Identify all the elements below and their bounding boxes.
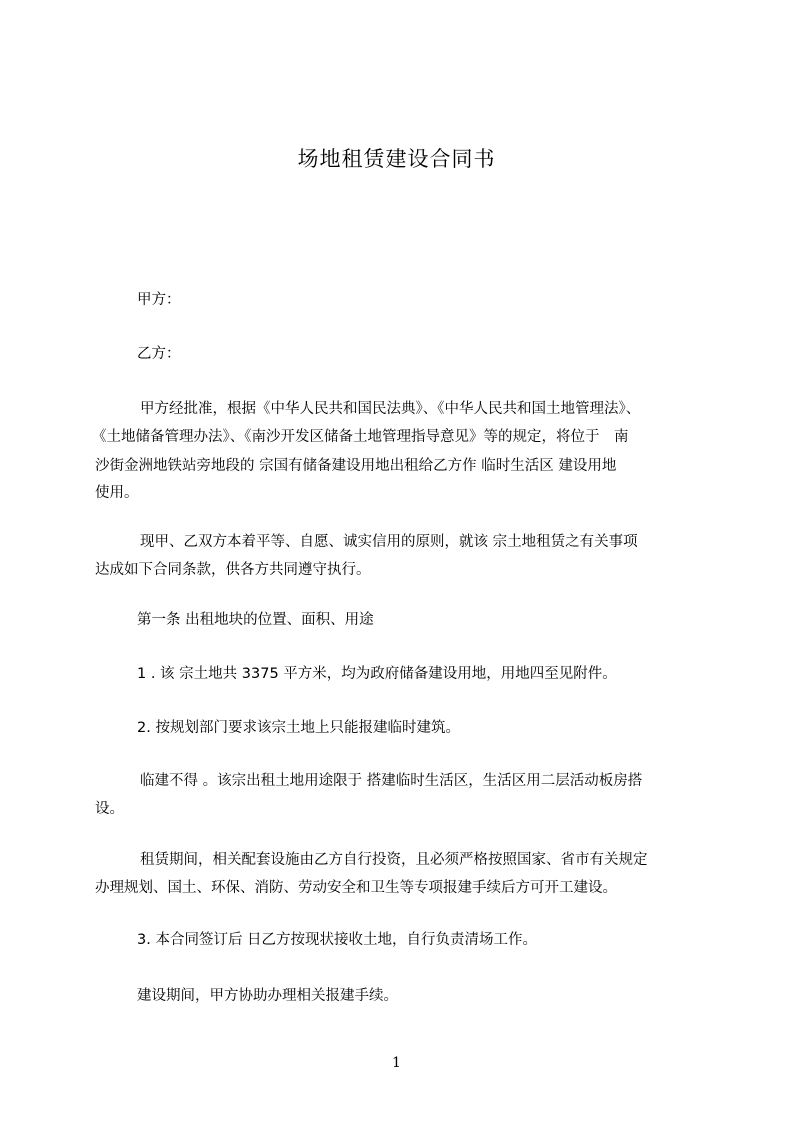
- lease-period-line-1: 租赁期间，相关配套设施由乙方自行投资，且必须严格按照国家、省市有关规定: [140, 852, 648, 868]
- article-1-heading: 第一条 出租地块的位置、面积、用途: [137, 612, 374, 628]
- lease-period-line-2: 办理规划、国土、环保、消防、劳动安全和卫生等专项报建手续后方可开工建设。: [95, 880, 617, 896]
- clause-2: 2. 按规划部门要求该宗土地上只能报建临时建筑。: [137, 720, 460, 736]
- intro-line-3: 沙街金洲地铁站旁地段的 宗国有储备建设用地出租给乙方作 临时生活区 建设用地: [95, 458, 617, 474]
- clause-1: 1 . 该 宗土地共 3375 平方米，均为政府储备建设用地，用地四至见附件。: [137, 666, 617, 682]
- principle-line-1: 现甲、乙双方本着平等、自愿、诚实信用的原则，就该 宗土地租赁之有关事项: [140, 534, 638, 550]
- intro-line-4: 使用。: [95, 485, 139, 501]
- page-number: 1: [392, 1055, 401, 1071]
- document-title: 场地租赁建设合同书: [297, 147, 496, 171]
- temp-build-line-1: 临建不得 。该宗出租土地用途限于 搭建临时生活区，生活区用二层活动板房搭: [140, 773, 643, 789]
- construction-period-line: 建设期间，甲方协助办理相关报建手续。: [137, 988, 398, 1004]
- party-b-line: 乙方：: [137, 346, 181, 362]
- intro-line-1: 甲方经批准，根据《中华人民共和国民法典》、《中华人民共和国土地管理法》、: [140, 401, 641, 417]
- temp-build-line-2: 设。: [95, 801, 124, 817]
- intro-line-2: 《土地储备管理办法》、《南沙开发区储备土地管理指导意见》等的规定，将位于 南: [92, 429, 629, 445]
- principle-line-2: 达成如下合同条款，供各方共同遵守执行。: [95, 562, 371, 578]
- clause-3: 3. 本合同签订后 日乙方按现状接收土地，自行负责清场工作。: [137, 932, 538, 948]
- party-a-line: 甲方：: [137, 292, 181, 308]
